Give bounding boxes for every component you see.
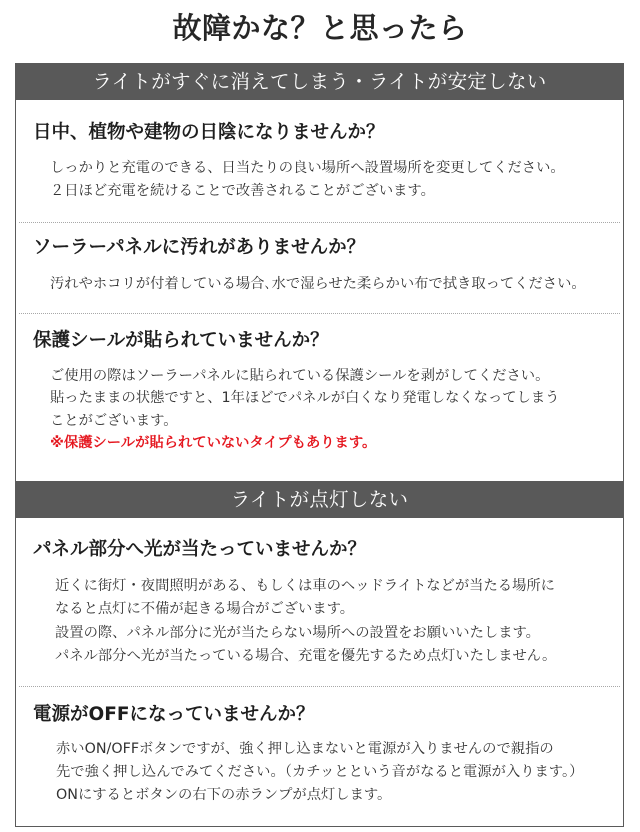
answer-power-off: [56, 738, 583, 807]
answer-shade: [50, 157, 565, 202]
answer-line: 先で強く押し込んでみてください。（カチッとという音がなると電源が入ります。）: [56, 764, 584, 780]
answer-line: ご使用の際はソーラーパネルに貼られている保護シールを剥がしてください。: [50, 368, 550, 384]
question-protective-seal: 保護シールが貼られていませんか？: [33, 330, 329, 351]
dotted-divider: [19, 222, 620, 223]
section-header-unstable-light: ライトがすぐに消えてしまう・ライトが安定しない: [16, 64, 623, 100]
answer-line: 汚れやホコリが付着している場合､水で湿らせた柔らかい布で拭き取ってください。: [50, 276, 586, 292]
answer-line: ２日ほど充電を続けることで改善されることがございます。: [50, 182, 435, 199]
answer-line: 赤いON/OFFボタンですが、強く押し込まないと電源が入りませんので親指の: [56, 741, 554, 757]
answer-light-on-panel: [55, 575, 556, 668]
answer-line: 貼ったままの状態ですと、1年ほどでパネルが白くなり発電しなくなってしまう: [50, 390, 560, 407]
warning-note: ※保護シールが貼られていないタイプもあります。: [50, 435, 377, 452]
answer-line: ONにするとボタンの右下の赤ランプが点灯します。: [56, 787, 392, 803]
answer-protective-seal: [50, 365, 559, 455]
question-panel-dirt: ソーラーパネルに汚れがありませんか？: [33, 237, 366, 258]
answer-line: 近くに街灯・夜間照明がある、もしくは車のヘッドライトなどが当たる場所に: [55, 578, 555, 594]
answer-line: ことがございます。: [50, 412, 178, 429]
answer-panel-dirt: [50, 273, 586, 295]
answer-line: しっかりと充電のできる、日当たりの良い場所へ設置場所を変更してください。: [50, 160, 565, 176]
question-light-on-panel: パネル部分へ光が当たっていませんか？: [33, 539, 367, 560]
question-shade: 日中、植物や建物の日陰になりませんか？: [33, 122, 385, 143]
question-power-off: 電源がOFFになっていませんか？: [33, 704, 315, 725]
page-title: 故障かな？と思ったら: [172, 11, 468, 45]
dotted-divider: [19, 313, 620, 314]
dotted-divider: [19, 686, 620, 687]
answer-line: パネル部分へ光が当たっている場合、充電を優先するため点灯いたしません。: [55, 647, 557, 664]
answer-line: なると点灯に不備が起きる場合がございます。: [55, 601, 355, 618]
answer-line: 設置の際、パネル部分に光が当たらない場所への設置をお願いいたします。: [55, 624, 540, 641]
section-header-light-not-on: ライトが点灯しない: [16, 481, 623, 518]
